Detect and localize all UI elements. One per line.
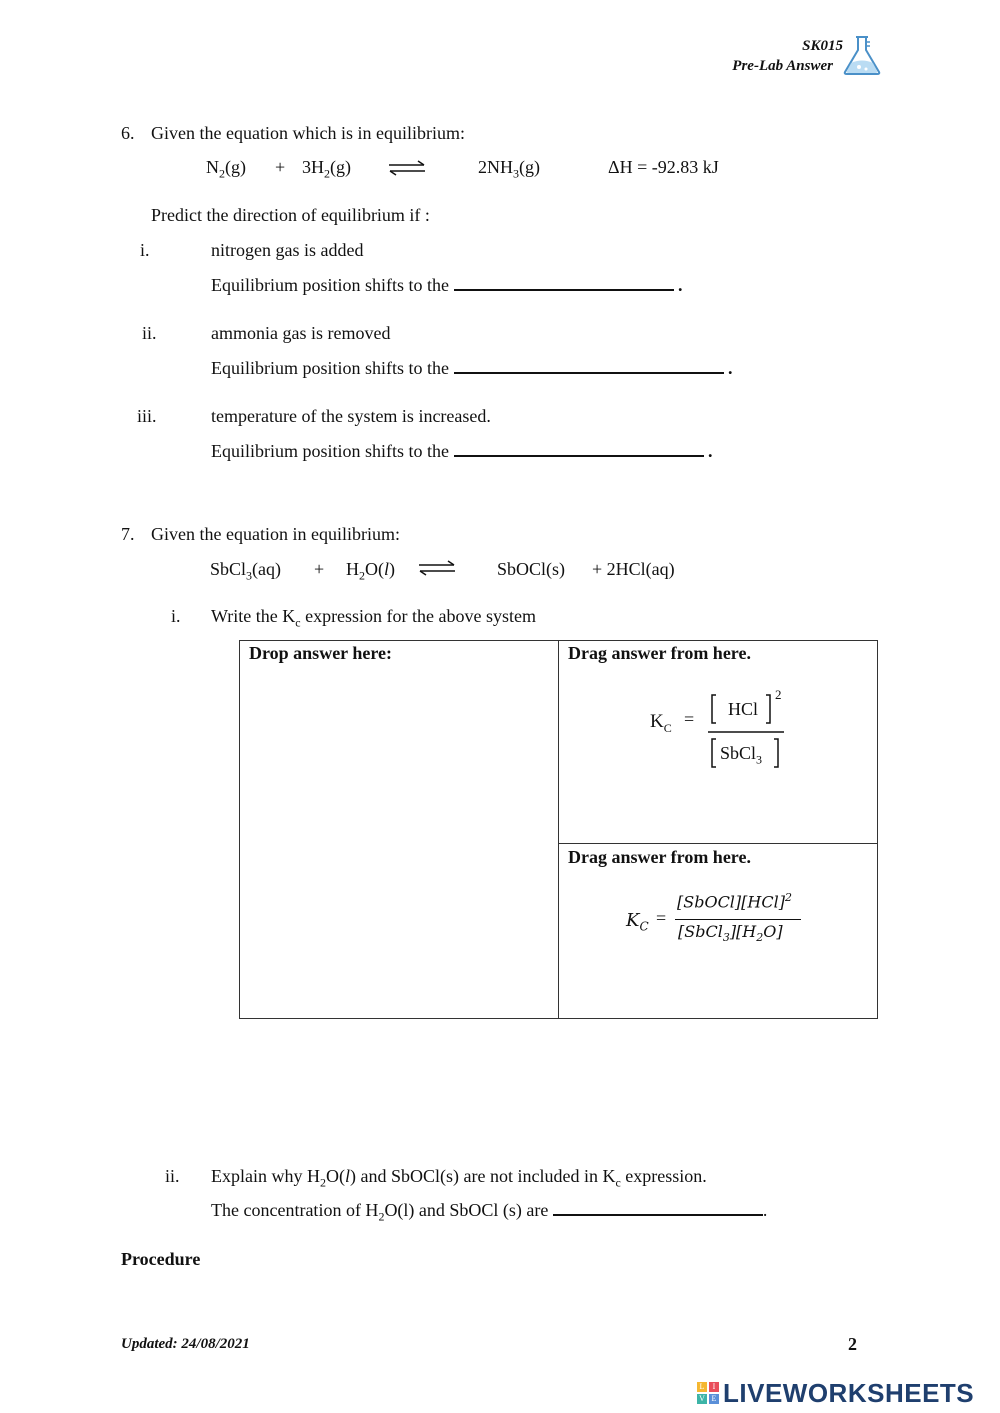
q6-part-i-blank[interactable] bbox=[454, 275, 674, 291]
q7-reactant2: $H_2O(l)$ bbox=[346, 559, 396, 583]
q7-number: 7. bbox=[121, 524, 135, 544]
q7-product1: SbOCl(s) bbox=[497, 559, 566, 579]
q6-part-iii-condition: temperature of the system is increased. bbox=[211, 406, 491, 426]
logo-text: LIVEWORKSHEETS bbox=[723, 1378, 975, 1408]
option1-lhs: $K_C$ bbox=[650, 711, 672, 735]
q7-product2: + 2HCl(aq) bbox=[592, 559, 675, 579]
q6-part-i-answer-line: Equilibrium position shifts to the . bbox=[211, 275, 683, 295]
logo-tile: V bbox=[697, 1394, 707, 1404]
q6-plus: + bbox=[275, 157, 286, 177]
q6-number: 6. bbox=[121, 123, 135, 143]
document-subtitle: Pre-Lab Answer bbox=[732, 58, 833, 74]
q7-plus: + bbox=[314, 559, 325, 579]
logo-tile: I bbox=[709, 1382, 719, 1392]
option1-eq: = bbox=[684, 709, 695, 729]
q7-part-ii-answer-line: The concentration of $H_2O(l)$ and SbOCl (s) are . bbox=[211, 1200, 768, 1224]
logo-tiles-icon bbox=[697, 1382, 719, 1404]
q6-prompt: Predict the direction of equilibrium if : bbox=[151, 205, 430, 225]
footer-updated: Updated: 24/08/2021 bbox=[121, 1336, 250, 1352]
logo-tile: L bbox=[697, 1382, 707, 1392]
q6-part-ii-blank[interactable] bbox=[454, 358, 724, 374]
q7-part-i-text: Write the $K_c$ expression for the above system bbox=[211, 606, 537, 630]
q6-part-iii-answer-line: Equilibrium position shifts to the . bbox=[211, 441, 713, 461]
option1-exponent: 2 bbox=[775, 687, 782, 702]
q7-reactant1: SbCl$_3$(aq) bbox=[210, 559, 282, 583]
page-number: 2 bbox=[848, 1334, 857, 1354]
q6-reactant2: $3H_2(g)$ bbox=[302, 157, 351, 181]
answer-option-1[interactable] bbox=[640, 685, 800, 775]
q6-stem: Given the equation which is in equilibrium: bbox=[151, 123, 465, 143]
option2-numerator: [SbOCl][HCl]$^2$ bbox=[677, 891, 792, 912]
answer-option-2[interactable] bbox=[620, 888, 820, 958]
q7-part-ii-numeral: ii. bbox=[165, 1166, 180, 1186]
q7-part-ii-blank[interactable] bbox=[553, 1200, 763, 1216]
q6-part-ii-condition: ammonia gas is removed bbox=[211, 323, 391, 343]
option1-numerator: HCl bbox=[728, 699, 759, 719]
flask-icon bbox=[842, 34, 882, 76]
q7-part-i-numeral: i. bbox=[171, 606, 181, 626]
liveworksheets-logo bbox=[697, 1380, 997, 1408]
procedure-heading: Procedure bbox=[121, 1249, 201, 1269]
drop-label: Drop answer here: bbox=[249, 643, 392, 663]
drop-zone[interactable] bbox=[240, 641, 558, 1018]
course-code: SK015 bbox=[802, 38, 843, 54]
q6-part-i-condition: nitrogen gas is added bbox=[211, 240, 364, 260]
q6-enthalpy: ΔH = -92.83 kJ bbox=[608, 157, 719, 177]
q6-part-iii-blank[interactable] bbox=[454, 441, 704, 457]
equilibrium-arrow-icon bbox=[418, 560, 456, 576]
q6-part-ii-numeral: ii. bbox=[142, 323, 157, 343]
drag-label-2: Drag answer from here. bbox=[568, 847, 751, 867]
option2-lhs: $K_C$ bbox=[626, 910, 649, 934]
q6-part-ii-answer-line: Equilibrium position shifts to the . bbox=[211, 358, 733, 378]
option2-eq: = bbox=[656, 908, 667, 928]
option1-denominator: SbCl$_3$ bbox=[720, 743, 763, 767]
q6-equation bbox=[206, 157, 246, 182]
logo-tile: E bbox=[709, 1394, 719, 1404]
q6-part-i-numeral: i. bbox=[140, 240, 150, 260]
option2-denominator: $[SbCl_3][H_2O]$ bbox=[678, 922, 783, 945]
drag-label-1: Drag answer from here. bbox=[568, 643, 751, 663]
q7-part-ii-question: Explain why $H_2O(l)$ and SbOCl(s) are not included in $K_c$ expression. bbox=[211, 1166, 707, 1190]
q7-stem: Given the equation in equilibrium: bbox=[151, 524, 400, 544]
equilibrium-arrow-icon bbox=[388, 160, 426, 176]
q6-reactant1: $N_2(g)$ bbox=[206, 157, 246, 181]
q6-product: $2NH_3(g)$ bbox=[478, 157, 540, 181]
q6-part-iii-numeral: iii. bbox=[137, 406, 157, 426]
option2-fraction-bar bbox=[675, 919, 801, 920]
